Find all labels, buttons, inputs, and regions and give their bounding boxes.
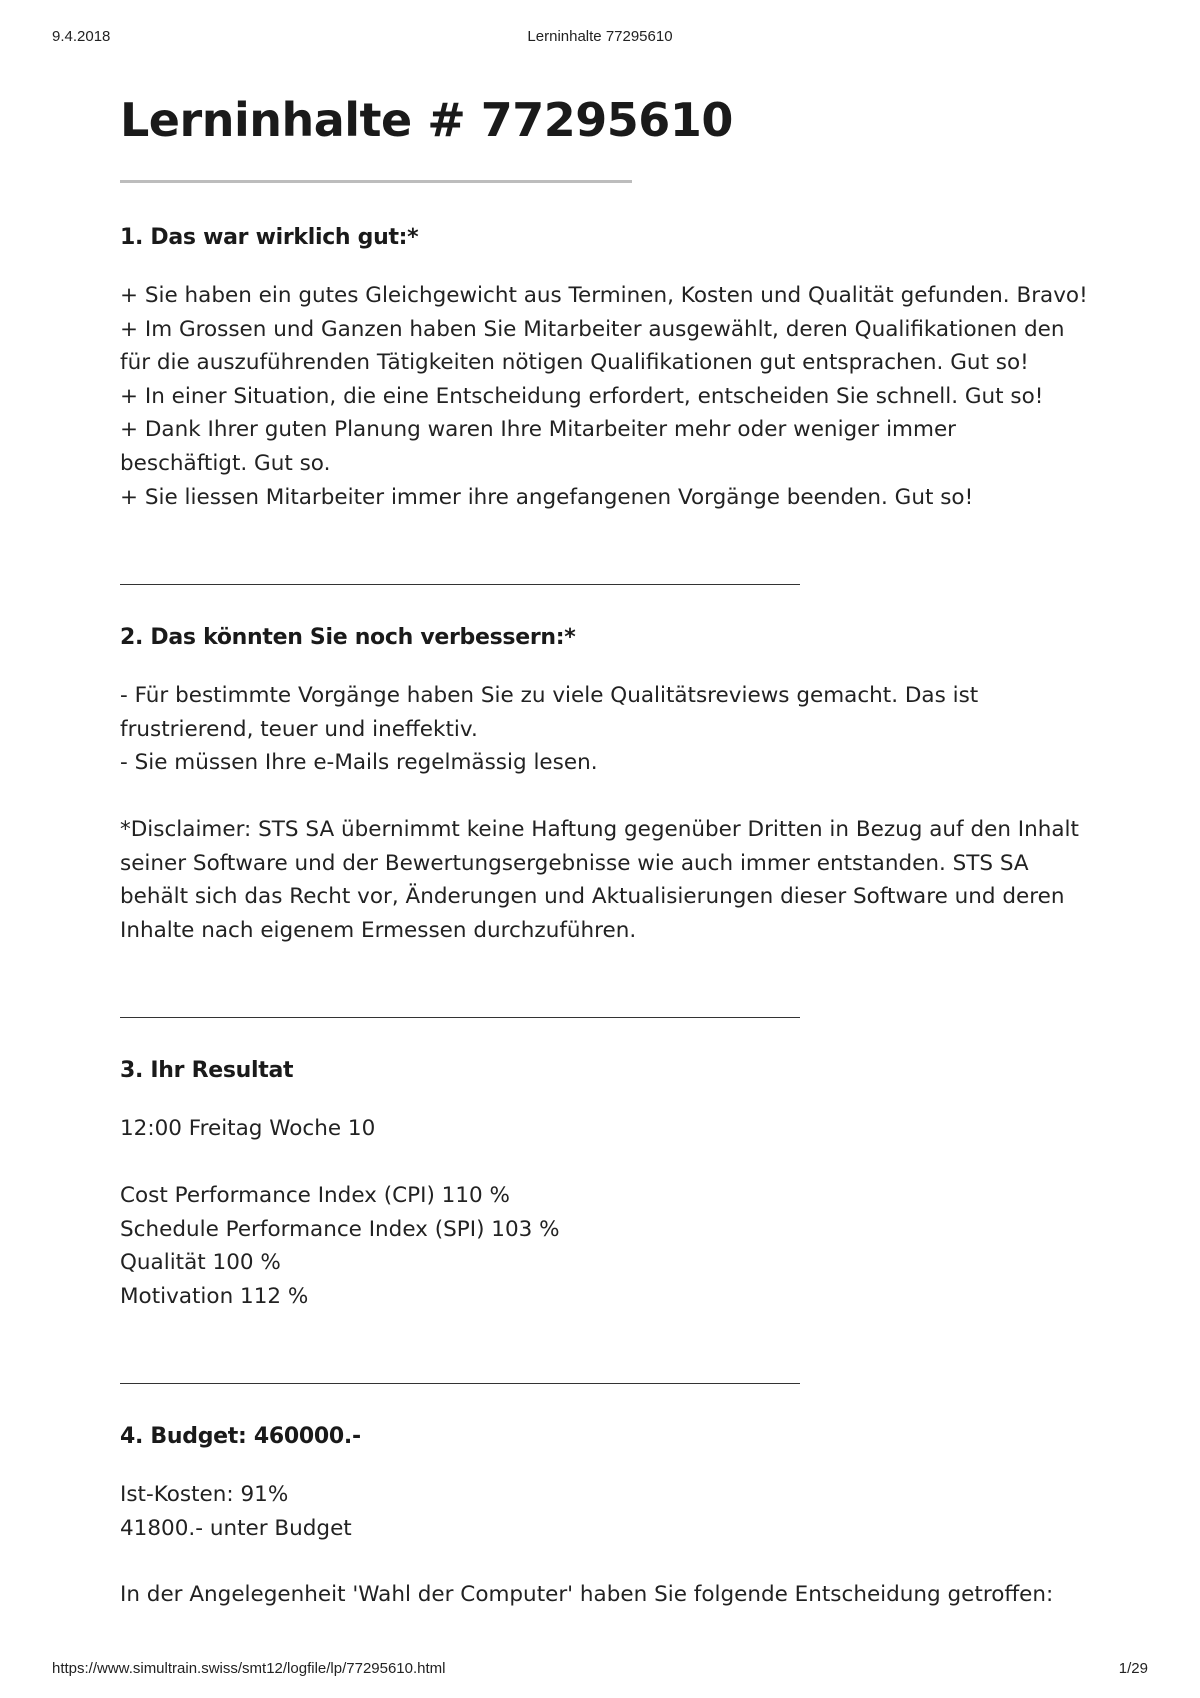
budget-actual-costs: Ist-Kosten: 91% <box>120 1482 289 1508</box>
disclaimer-line: seiner Software und der Bewertungsergebnisse wie auch immer entstanden. STS SA <box>120 850 1029 876</box>
improve-line: frustrierend, teuer und ineffektiv. <box>120 716 478 742</box>
section-divider <box>120 1017 800 1018</box>
section-divider <box>120 1383 800 1384</box>
document-content <box>120 70 1120 1612</box>
title-divider <box>120 180 632 183</box>
disclaimer-line: *Disclaimer: STS SA übernimmt keine Haftung gegenüber Dritten in Bezug auf den Inhalt <box>120 816 1079 842</box>
disclaimer-line: Inhalte nach eigenem Ermessen durchzuführen. <box>120 917 637 943</box>
good-line: für die auszuführenden Tätigkeiten nötigen Qualifikationen gut entsprachen. Gut so! <box>120 350 1029 376</box>
metric-motivation: Motivation 112 % <box>120 1283 309 1309</box>
metric-spi: Schedule Performance Index (SPI) 103 % <box>120 1216 560 1242</box>
good-line: + Sie haben ein gutes Gleichgewicht aus Terminen, Kosten und Qualität gefunden. Bravo! <box>120 283 1088 308</box>
improve-line: - Sie müssen Ihre e-Mails regelmässig lesen. <box>120 750 598 776</box>
print-header <box>0 28 1200 50</box>
section-improve-body <box>120 679 1120 780</box>
print-footer <box>0 1660 1200 1682</box>
good-line: + In einer Situation, die eine Entscheidung erfordert, entscheiden Sie schnell. Gut so! <box>120 383 1044 409</box>
metric-quality: Qualität 100 % <box>120 1250 281 1276</box>
section-budget-heading: 4. Budget: 460000.- <box>120 1424 361 1450</box>
page-title: Lerninhalte # 77295610 <box>120 93 733 147</box>
good-line: + Im Grossen und Ganzen haben Sie Mitarbeiter ausgewählt, deren Qualifikationen den <box>120 316 1065 342</box>
budget-under: 41800.- unter Budget <box>120 1515 352 1541</box>
page-number: 1/29 <box>1118 1660 1148 1677</box>
section-good-body <box>120 279 1120 514</box>
good-line: beschäftigt. Gut so. <box>120 450 331 476</box>
good-line: + Dank Ihrer guten Planung waren Ihre Mitarbeiter mehr oder weniger immer <box>120 417 957 443</box>
section-result-heading: 3. Ihr Resultat <box>120 1058 294 1084</box>
improve-line: - Für bestimmte Vorgänge haben Sie zu viele Qualitätsreviews gemacht. Das ist <box>120 683 979 709</box>
disclaimer <box>120 813 1120 947</box>
section-improve-heading: 2. Das könnten Sie noch verbessern:* <box>120 625 576 651</box>
good-line: + Sie liessen Mitarbeiter immer ihre angefangenen Vorgänge beenden. Gut so! <box>120 484 974 510</box>
budget-decision: In der Angelegenheit 'Wahl der Computer' haben Sie folgende Entscheidung getroffen: <box>120 1582 1054 1608</box>
result-metrics <box>120 1179 1120 1313</box>
print-date: 9.4.2018 <box>52 28 111 45</box>
metric-cpi: Cost Performance Index (CPI) 110 % <box>120 1182 510 1208</box>
section-divider <box>120 584 800 585</box>
section-good-heading: 1. Das war wirklich gut:* <box>120 225 419 250</box>
print-title: Lerninhalte 77295610 <box>527 28 673 45</box>
disclaimer-line: behält sich das Recht vor, Änderungen und Aktualisierungen dieser Software und deren <box>120 884 1065 910</box>
print-url: https://www.simultrain.swiss/smt12/logfile/lp/77295610.html <box>52 1660 446 1677</box>
result-time: 12:00 Freitag Woche 10 <box>120 1116 376 1142</box>
budget-body <box>120 1478 1120 1545</box>
